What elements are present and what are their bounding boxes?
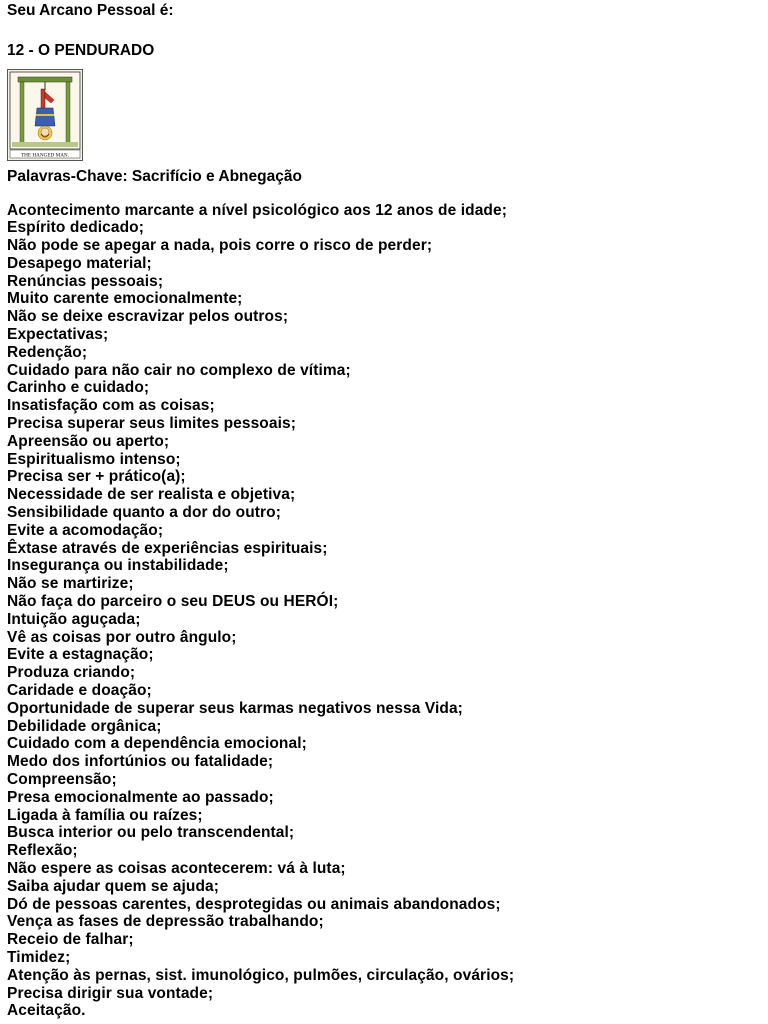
trait-item: Evite a acomodação; [7,521,164,539]
intro-heading: Seu Arcano Pessoal é: [7,2,174,19]
trait-item: Precisa superar seus limites pessoais; [7,415,296,433]
trait-item: Cuidado com a dependência emocional; [7,735,307,753]
trait-item: Espiritualismo intenso; [7,450,181,468]
trait-item: Busca interior ou pelo transcendental; [7,824,295,842]
trait-item: Receio de falhar; [7,931,134,949]
card-caption: THE HANGED MAN. [21,152,69,159]
trait-item: Presa emocionalmente ao passado; [7,788,274,806]
trait-item: Timidez; [7,948,71,966]
trait-item: Reflexão; [7,842,78,860]
trait-item: Desapego material; [7,254,152,272]
trait-item: Não pode se apegar a nada, pois corre o risco de perder; [7,237,433,255]
trait-item: Medo dos infortúnios ou fatalidade; [7,753,274,771]
trait-item: Compreensão; [7,771,117,788]
trait-item: Acontecimento marcante a nível psicológico aos 12 anos de idade; [7,201,507,219]
trait-item: Produza criando; [7,664,136,682]
trait-item: Não se martirize; [7,575,134,593]
trait-item: Aceitação. [7,1002,86,1020]
trait-item: Insegurança ou instabilidade; [7,557,229,575]
trait-item: Redenção; [7,343,88,361]
trait-item: Debilidade orgânica; [7,717,162,735]
trait-item: Ligada à família ou raízes; [7,806,203,824]
document [7,2,762,1020]
trait-item: Apreensão ou aperto; [7,432,170,450]
trait-item: Muito carente emocionalmente; [7,290,243,308]
hanged-man-card-image [7,69,83,161]
trait-item: Evite a estagnação; [7,646,154,664]
trait-item: Carinho e cuidado; [7,379,150,397]
trait-item: Não faça do parceiro o seu DEUS ou HERÓI; [7,593,339,611]
trait-item: Precisa dirigir sua vontade; [7,984,214,1002]
trait-item: Saiba ajudar quem se ajuda; [7,877,220,895]
trait-item: Cuidado para não cair no complexo de vítima; [7,361,351,379]
trait-item: Oportunidade de superar seus karmas negativos nessa Vida; [7,699,463,717]
keywords-line: Palavras-Chave: Sacrifício e Abnegação [7,168,302,185]
trait-item: Caridade e doação; [7,682,152,700]
trait-item: Necessidade de ser realista e objetiva; [7,486,296,504]
trait-item: Vê as coisas por outro ângulo; [7,628,237,646]
trait-item: Não espere as coisas acontecerem: vá à luta; [7,859,346,877]
trait-item: Sensibilidade quanto a dor do outro; [7,504,281,522]
trait-item: Renúncias pessoais; [7,272,164,290]
hanged-man-illustration [8,70,82,160]
trait-item: Precisa ser + prático(a); [7,468,186,486]
traits-list [7,202,762,1021]
trait-item: Êxtase através de experiências espirituais; [7,539,328,557]
trait-item: Espírito dedicado; [7,219,145,237]
trait-item: Expectativas; [7,326,109,344]
trait-item: Atenção às pernas, sist. imunológico, pulmões, circulação, ovários; [7,966,515,984]
arcano-title: 12 - O PENDURADO [7,42,155,59]
trait-item: Dó de pessoas carentes, desprotegidas ou animais abandonados; [7,895,501,913]
trait-item: Não se deixe escravizar pelos outros; [7,308,289,326]
trait-item: Vença as fases de depressão trabalhando; [7,913,324,931]
trait-item: Insatisfação com as coisas; [7,397,215,415]
trait-item: Intuição aguçada; [7,610,141,628]
